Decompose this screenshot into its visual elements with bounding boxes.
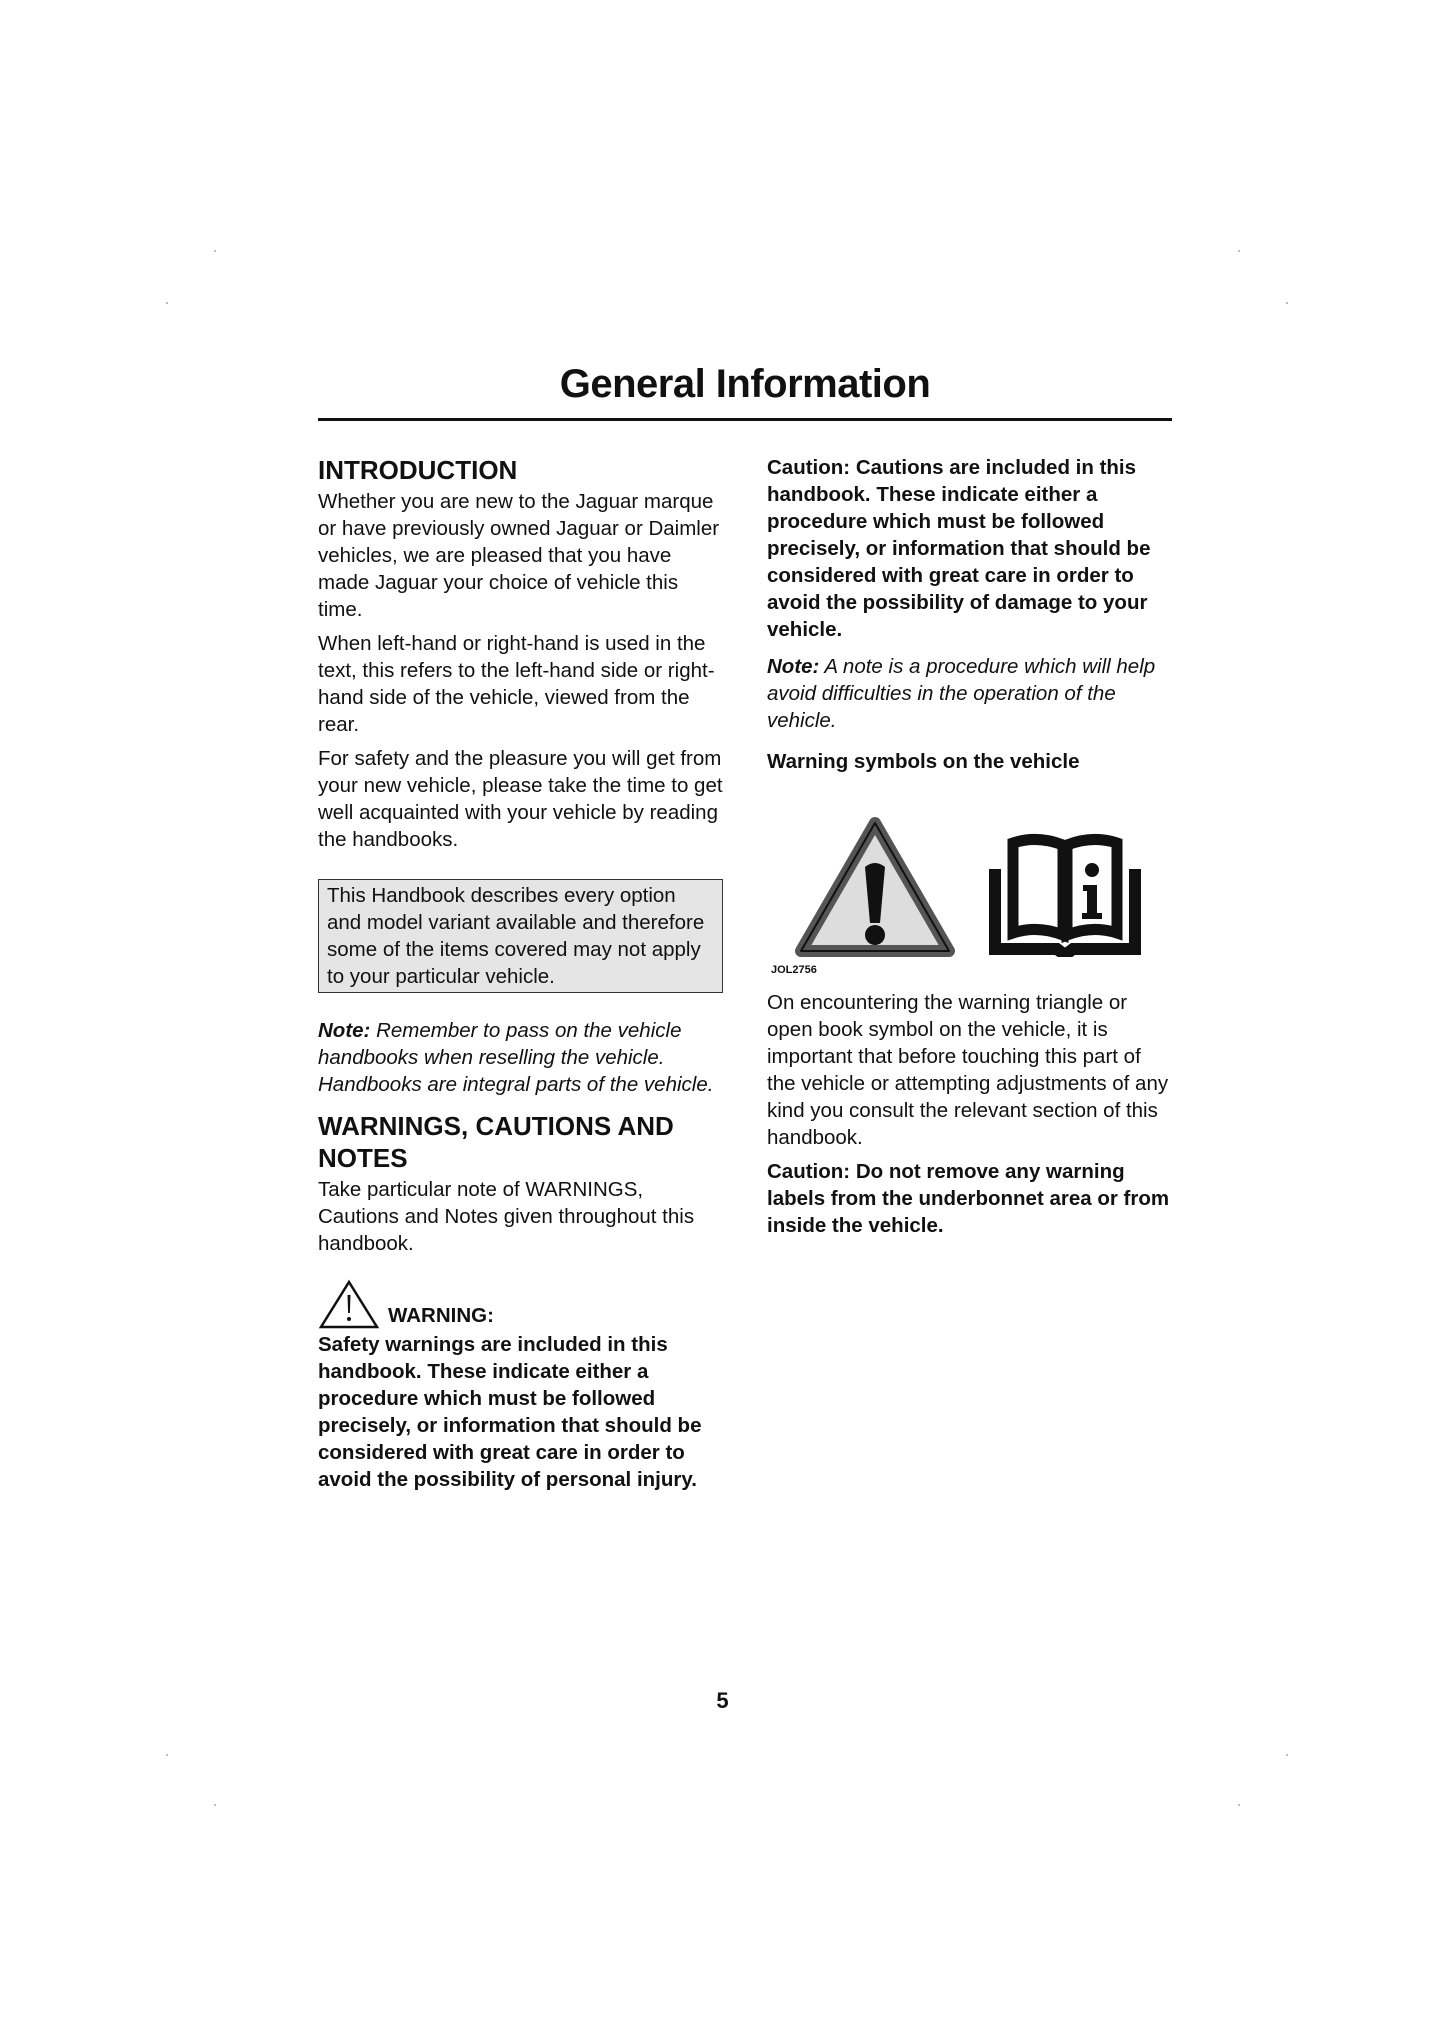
title-rule	[318, 418, 1172, 421]
intro-paragraph: When left-hand or right-hand is used in the text, this refers to the left-hand side or right-hand side of the vehicle, viewed from the rear.	[318, 632, 715, 736]
crop-mark	[1286, 302, 1288, 304]
crop-mark	[1238, 1804, 1240, 1806]
warning-triangle-icon	[318, 1279, 380, 1329]
warnings-heading: WARNINGS, CAUTIONS AND NOTES	[318, 1111, 674, 1173]
caution-text: Caution: Cautions are included in this handbook. These indicate either a procedure which must be followed precisely, or information that should be considered with great care in order to avoid the possibility of damage to your vehicle.	[767, 456, 1151, 641]
crop-mark	[166, 302, 168, 304]
left-column	[318, 454, 723, 1500]
warning-triangle-icon	[795, 815, 955, 957]
intro-paragraph: Whether you are new to the Jaguar marque or have previously owned Jaguar or Daimler vehicles, we are pleased that you have made Jaguar your choice of vehicle this time.	[318, 490, 720, 621]
crop-mark	[166, 1754, 168, 1756]
warnings-intro: Take particular note of WARNINGS, Cautions and Notes given throughout this handbook.	[318, 1178, 695, 1255]
intro-paragraph: For safety and the pleasure you will get from your new vehicle, please take the time to get well acquainted with your vehicle by reading the handbooks.	[318, 747, 723, 851]
symbols-heading: Warning symbols on the vehicle	[767, 750, 1080, 773]
right-column	[767, 454, 1172, 1246]
warning-text: Safety warnings are included in this handbook. These indicate either a procedure which must be followed precisely, or information that should be considered with great care in order to avoid the possibility of personal injury.	[318, 1333, 702, 1491]
symbols-text: On encountering the warning triangle or open book symbol on the vehicle, it is important that before touching this part of the vehicle or attempting adjustments of any kind you consult the relevant section of this handbook.	[767, 991, 1169, 1149]
crop-mark	[1238, 250, 1240, 252]
crop-mark	[214, 250, 216, 252]
note	[318, 1017, 723, 1098]
note-text: A note is a procedure which will help avoid difficulties in the operation of the vehicle.	[767, 655, 1156, 732]
warning-header	[318, 1279, 723, 1329]
note	[767, 653, 1172, 734]
note-label: Note:	[767, 655, 820, 678]
handbook-info-box: This Handbook describes every option and model variant available and therefore some of the items covered may not apply to your particular vehicle.	[318, 879, 723, 993]
crop-mark	[1286, 1754, 1288, 1756]
page-number: 5	[716, 1688, 729, 1713]
warning-label: WARNING:	[388, 1304, 494, 1327]
warning-symbols-figure	[795, 815, 1172, 957]
caution-text: Caution: Do not remove any warning labels from the underbonnet area or from inside the vehicle.	[767, 1160, 1170, 1237]
note-text: Remember to pass on the vehicle handbooks when reselling the vehicle. Handbooks are integral parts of the vehicle.	[318, 1019, 714, 1096]
crop-mark	[214, 1804, 216, 1806]
page-title: General Information	[559, 362, 931, 406]
note-label: Note:	[318, 1019, 371, 1042]
open-book-info-icon	[985, 827, 1145, 957]
introduction-heading: INTRODUCTION	[318, 455, 518, 485]
figure-code: JOL2756	[771, 964, 817, 976]
